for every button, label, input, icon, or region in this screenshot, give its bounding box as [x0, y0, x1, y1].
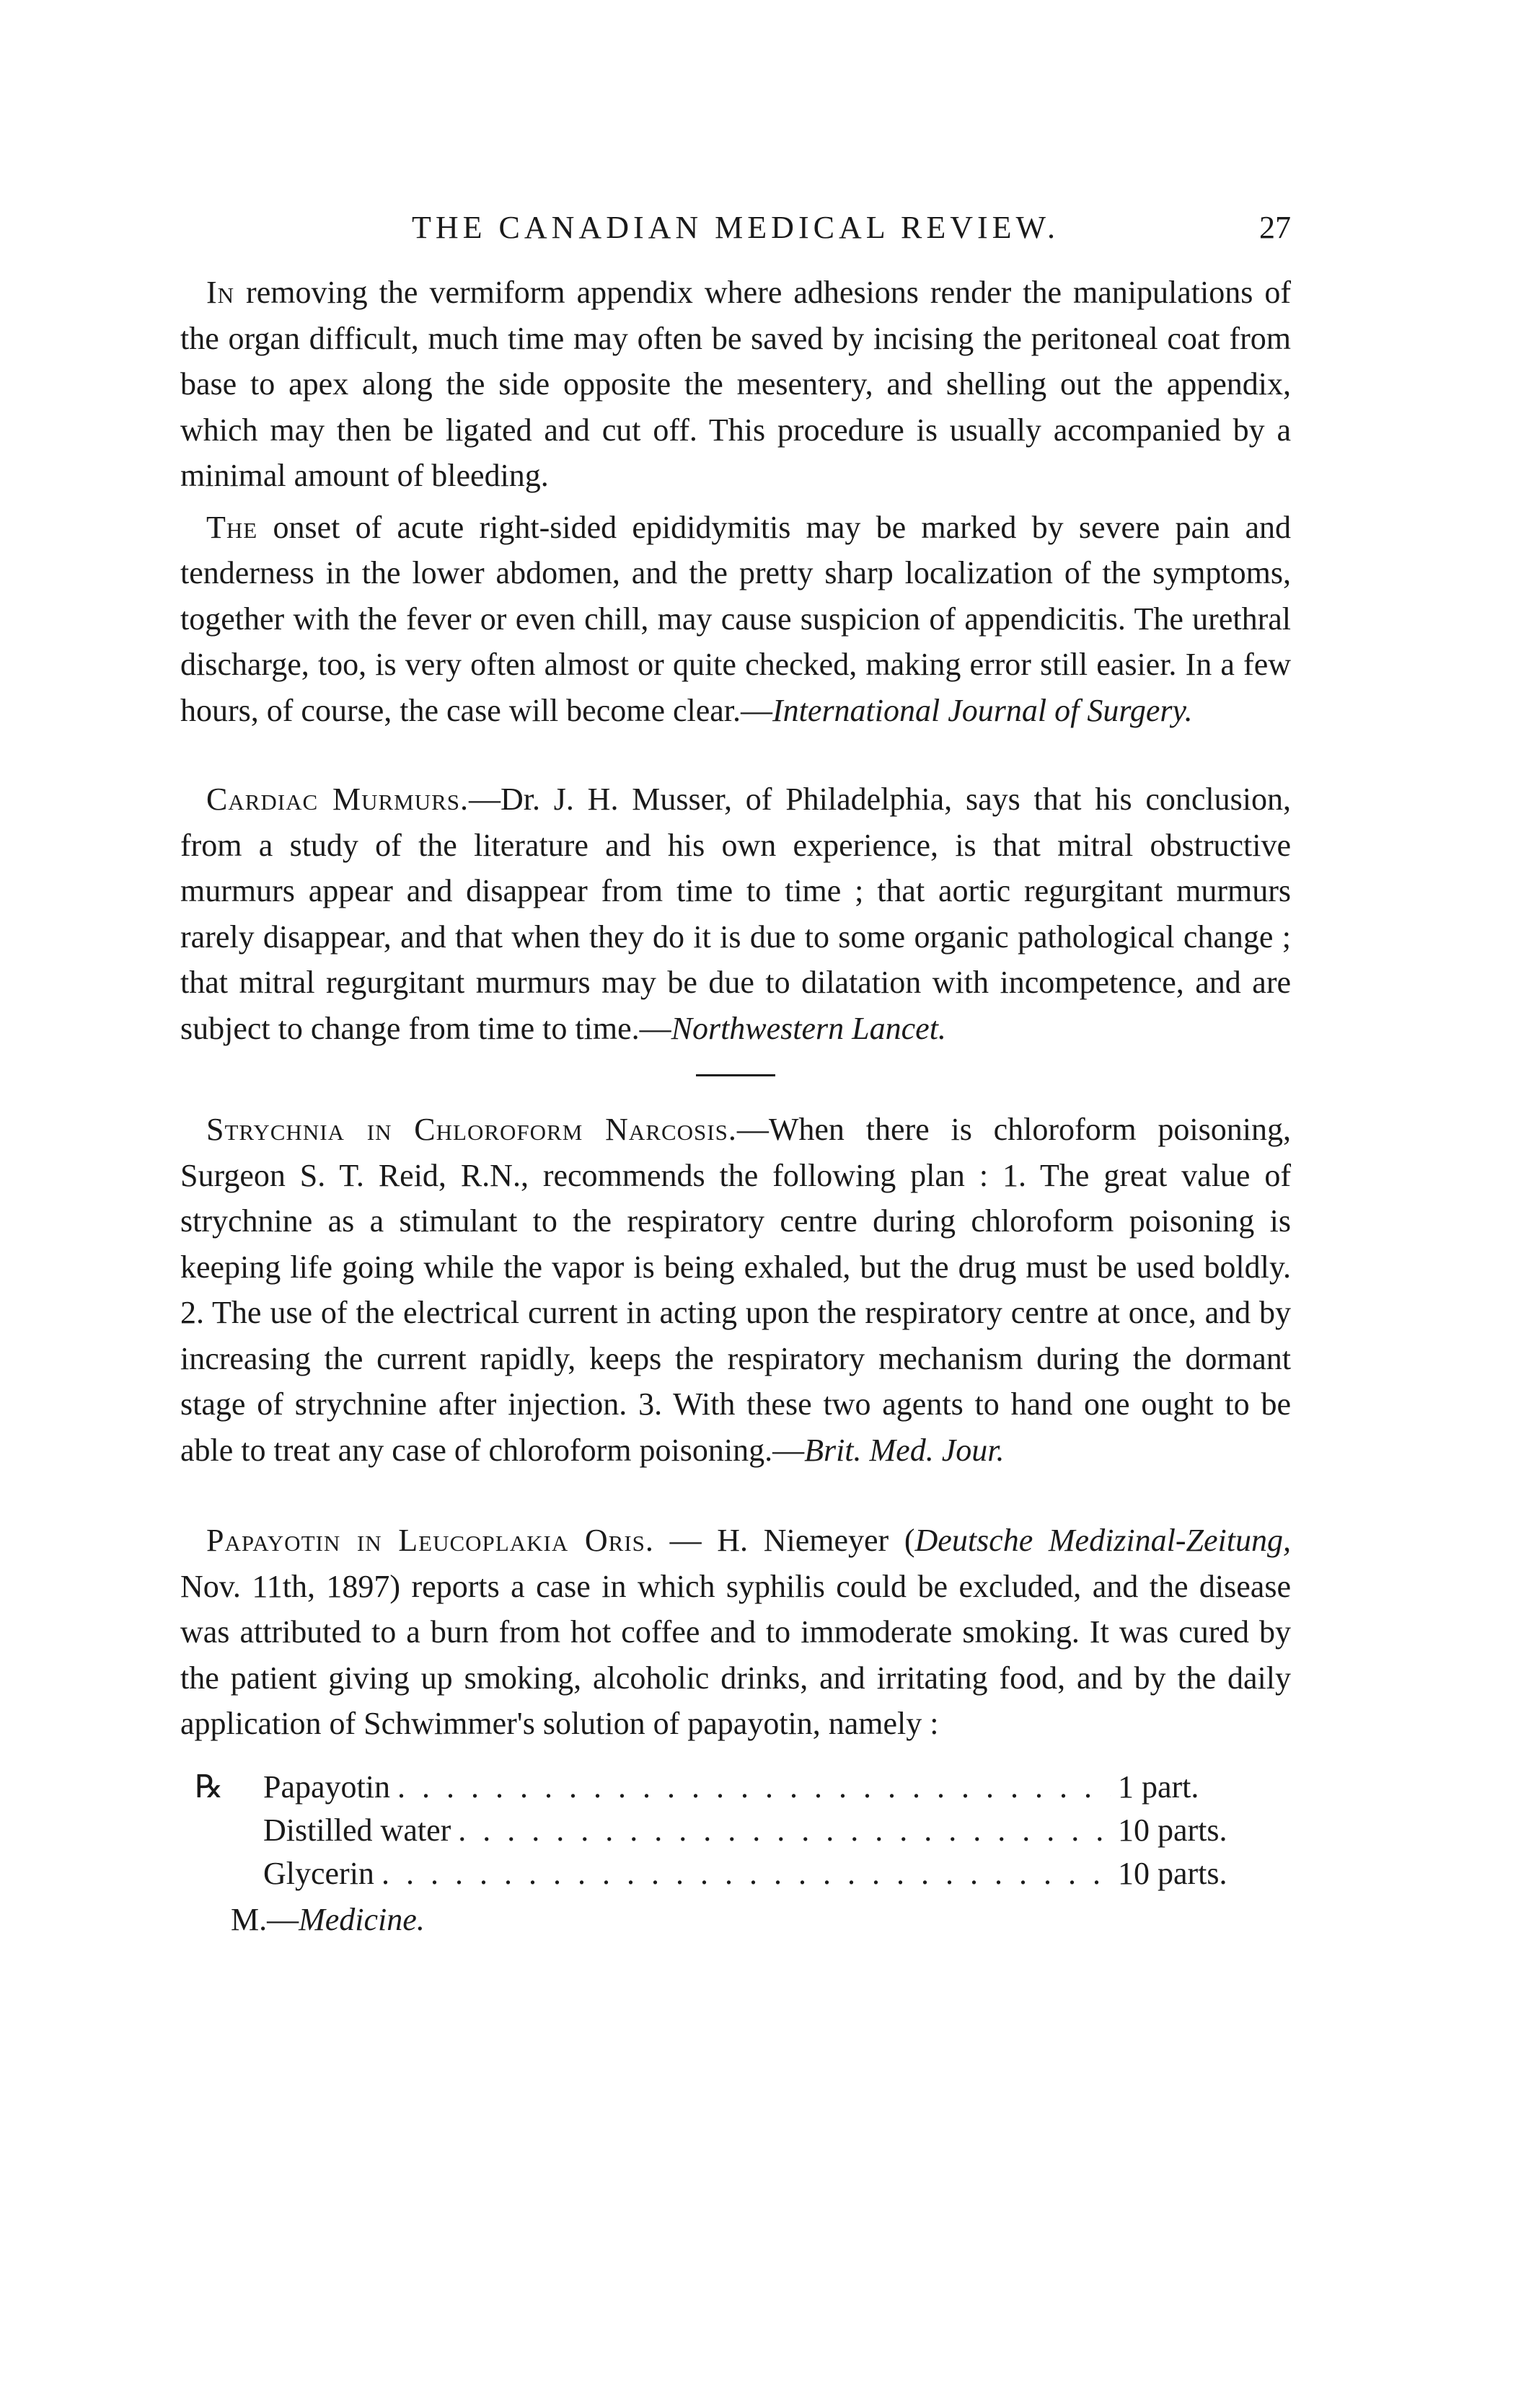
- ingredient-name: Papayotin: [263, 1769, 390, 1805]
- ingredient-quantity: 10 parts.: [1118, 1812, 1227, 1848]
- page-number: 27: [1259, 210, 1291, 245]
- prescription-footer: [180, 1898, 1291, 1942]
- page-header: [180, 209, 1291, 252]
- ingredient-quantity: 1 part.: [1118, 1769, 1199, 1805]
- article-source: Medicine.: [299, 1901, 425, 1937]
- article-body: onset of acute right-sided epididymitis may be marked by severe pain and tenderness in the lower abdomen, and the pretty sharp localization of the symptoms, together with the fever or even chill, may cause suspicion of appendicitis. The urethral discharge, too, is very often almost or quite checked, making error still easier. In a few hours, of course, the case will become clear.—: [180, 509, 1291, 728]
- article-body: —When there is chloroform poisoning, Surgeon S. T. Reid, R.N., recommends the following plan : 1. The great value of strychnine as a stimulant to the respiratory centre during chloroform poisoning is keeping life going while the vapor is being exhaled, but the drug must be used boldly. 2. The use of the electrical current in acting upon the respiratory centre at once, and by increasing the current rapidly, keeps the respiratory mechanism during the dormant stage of strychnine after injection. 3. With these two agents to hand one ought to be able to treat any case of chloroform poisoning.—: [180, 1112, 1291, 1468]
- prescription: [180, 1766, 1291, 1942]
- prescription-row: [180, 1809, 1291, 1852]
- dot-leader: [458, 1809, 1111, 1852]
- article-body: removing the vermiform appendix where adhesions render the manipulations of the organ difficult, much time may often be saved by incising the peritoneal coat from base to apex along the side opposite the mesentery, and shelling out the appendix, which may then be ligated and cut off. This procedure is usually accompanied by a minimal amount of bleeding.: [180, 275, 1291, 493]
- article-body: —Dr. J. H. Musser, of Philadelphia, says that his conclusion, from a study of the literature and his own experience, is that mitral obstructive murmurs appear and disappear from time to time ; that aortic regurgitant murmurs rarely disappear, and that when they do it is due to some organic pathological change ; that mitral regurgitant murmurs may be due to dilatation with incompetence, and are subject to change from time to time.—: [180, 782, 1291, 1046]
- article-title: Strychnia in Chloroform Narcosis.: [206, 1112, 737, 1147]
- article-epididymitis: [180, 505, 1291, 734]
- prescription-row: [180, 1766, 1291, 1809]
- running-title: THE CANADIAN MEDICAL REVIEW.: [412, 210, 1059, 245]
- dot-leader: [382, 1852, 1111, 1895]
- journal-name: Deutsche Medizinal-Zeitung,: [914, 1523, 1291, 1558]
- article-cardiac-murmurs: [180, 776, 1291, 1051]
- ingredient-name: Glycerin: [263, 1855, 374, 1891]
- article-title: Papayotin in Leucoplakia Oris.: [206, 1523, 654, 1558]
- article-lead: The: [206, 509, 258, 545]
- page: [180, 209, 1291, 1942]
- article-papayotin: [180, 1518, 1291, 1747]
- prescription-row: [180, 1852, 1291, 1895]
- ingredient-quantity: 10 parts.: [1118, 1855, 1227, 1891]
- article-strychnia: [180, 1107, 1291, 1473]
- recipe-symbol: ℞: [195, 1769, 224, 1805]
- misce-label: M.—: [231, 1901, 299, 1937]
- article-appendix: [180, 270, 1291, 499]
- article-source: Northwestern Lancet.: [671, 1010, 946, 1046]
- article-title: Cardiac Murmurs.: [206, 782, 469, 817]
- section-divider: [696, 1074, 775, 1076]
- dot-leader: [397, 1766, 1111, 1809]
- article-source: Brit. Med. Jour.: [804, 1432, 1005, 1468]
- article-body: Nov. 11th, 1897) reports a case in which syphilis could be excluded, and the disease was attributed to a burn from hot coffee and to immoderate smoking. It was cured by the patient giving up smoking, alcoholic drinks, and irritating food, and by the daily application of Schwimmer's solution of papayotin, namely :: [180, 1568, 1291, 1741]
- ingredient-name: Distilled water: [263, 1812, 451, 1848]
- article-body: — H. Niemeyer (: [653, 1523, 915, 1558]
- article-lead: In: [206, 275, 235, 310]
- article-source: International Journal of Surgery.: [772, 692, 1193, 728]
